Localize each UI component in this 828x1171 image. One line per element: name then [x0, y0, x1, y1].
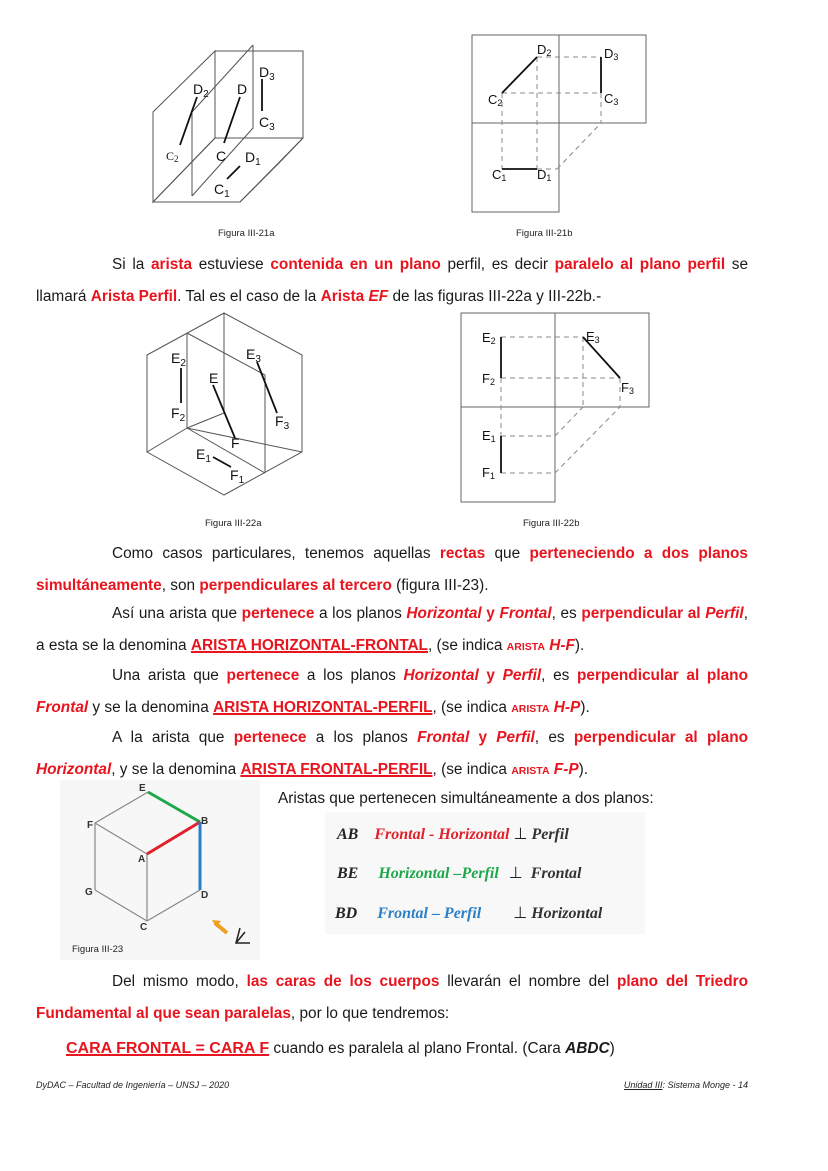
svg-text:D1: $D_1$: [245, 149, 261, 168]
svg-text:C: C: [140, 922, 148, 933]
svg-text:B: B: [201, 816, 209, 827]
paragraph-arista-frontal-perfil: A la arista que pertenece a los planos Frontal y Perfil, es perpendicular al plano Horizontal, y se la denomina ARISTA FRONTAL-PERFIL, (se indica ARISTA F-P).: [36, 729, 749, 778]
svg-text:C3: C3: [604, 91, 619, 107]
legend-row-be: BE Horizontal –Perfil ⊥ Frontal: [337, 865, 582, 882]
svg-text:C2: C2: [166, 149, 179, 164]
svg-text:C: C: [216, 148, 227, 164]
svg-text:C2: C2: [488, 92, 503, 108]
svg-text:D3: D3: [604, 46, 619, 62]
paragraph-cara-frontal: CARA FRONTAL = CARA F cuando es paralela al plano Frontal. (Cara ABDC): [66, 1040, 615, 1057]
svg-text:C1: C1: [492, 167, 507, 183]
figure-III-21a: [140, 40, 340, 240]
svg-text:D: D: [237, 81, 248, 97]
figure-caption: Figura III-22b: [523, 518, 580, 529]
legend-title: Aristas que pertenecen simultáneamente a dos planos:: [278, 790, 654, 807]
svg-text:C1: $C_1$: [214, 181, 230, 200]
svg-text:E1: $E_1$: [196, 446, 211, 465]
svg-text:C3: $C_3$: [259, 114, 275, 133]
svg-text:E: E: [139, 783, 146, 794]
svg-text:F: F: [87, 820, 94, 831]
figure-III-22b: [455, 305, 665, 505]
paragraph-arista-perfil: Si la arista estuviese contenida en un plano perfil, es decir paralelo al plano perfil se llamará Arista Perfil. Tal es el caso de la Arista EF de las figuras III-22a y III-22b.-: [36, 256, 749, 305]
svg-text:F1: $F_1$: [230, 467, 245, 486]
svg-text:D: D: [201, 890, 209, 901]
svg-text:D3: $D_3$: [259, 64, 275, 83]
footer-left: DyDAC – Facultad de Ingeniería – UNSJ – 2020: [36, 1080, 230, 1090]
svg-text:D2: D2: [537, 42, 552, 58]
footer-right: Unidad III: Sistema Monge - 14: [623, 1080, 748, 1090]
svg-text:A: A: [138, 854, 146, 865]
svg-text:D2: $D_2$: [193, 81, 209, 100]
paragraph-casos-particulares: Como casos particulares, tenemos aquellas rectas que perteneciendo a dos planos simultáneamente, son perpendiculares al tercero (figura III-23).: [36, 545, 748, 594]
figure-caption: Figura III-21a: [218, 228, 275, 239]
svg-text:F3: $F_3$: [275, 413, 290, 432]
svg-text:F2: $F_2$: [171, 405, 186, 424]
figure-III-21b: [465, 30, 665, 220]
legend-row-bd: BD Frontal – Perfil ⊥ Horizontal: [335, 905, 603, 922]
figure-caption: Figura III-21b: [516, 228, 573, 239]
figure-caption: Figura III-22a: [205, 518, 262, 529]
svg-text:E2: E2: [482, 330, 496, 346]
figure-caption: Figura III-23: [72, 944, 124, 955]
svg-text:E3: $E_3$: [246, 346, 261, 365]
svg-text:E2: $E_2$: [171, 350, 186, 369]
paragraph-arista-horizontal-perfil: Una arista que pertenece a los planos Horizontal y Perfil, es perpendicular al plano Frontal y se la denomina ARISTA HORIZONTAL-PERFIL, (se indica ARISTA H-P).: [36, 667, 748, 716]
paragraph-arista-horizontal-frontal: Así una arista que pertenece a los planos Horizontal y Frontal, es perpendicular al Perfil, a esta se la denomina ARISTA HORIZONTAL-FRONTAL, (se indica ARISTA H-F).: [36, 605, 748, 654]
figure-III-23: [60, 780, 260, 960]
svg-text:F1: F1: [482, 465, 495, 481]
svg-text:D1: D1: [537, 167, 552, 183]
svg-text:F2: F2: [482, 371, 495, 387]
legend-row-ab: AB Frontal - Horizontal ⊥ Perfil: [337, 826, 569, 843]
svg-text:F: F: [231, 435, 240, 451]
svg-text:E3: E3: [586, 329, 600, 345]
svg-text:E: E: [209, 370, 219, 386]
svg-text:E1: E1: [482, 428, 496, 444]
svg-text:F3: F3: [621, 380, 634, 396]
legend-table: [325, 812, 645, 934]
svg-text:G: G: [85, 887, 93, 898]
figure-III-22a: [135, 305, 335, 505]
paragraph-caras: Del mismo modo, las caras de los cuerpos llevarán el nombre del plano del Triedro Fundamental al que sean paralelas, por lo que tendremos:: [36, 973, 749, 1022]
